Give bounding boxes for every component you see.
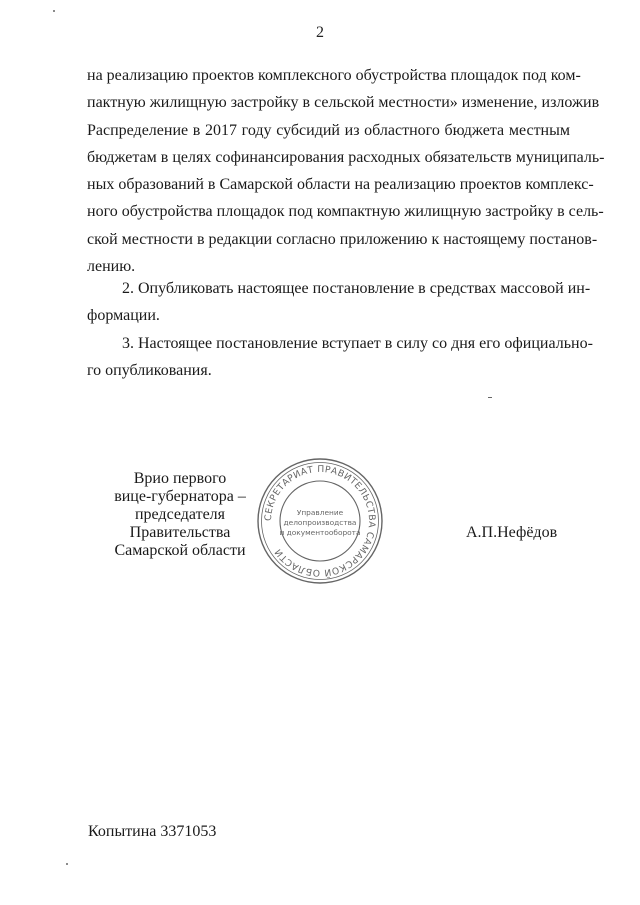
paragraph-line: Распределение в 2017 году субсидий из областного бюджета местным bbox=[87, 121, 570, 139]
paragraph-2 bbox=[87, 275, 591, 330]
official-stamp bbox=[255, 456, 385, 586]
paragraph-line: ного обустройства площадок под компактную жилищную застройку в сель- bbox=[87, 203, 604, 221]
paragraph-line: на реализацию проектов комплексного обустройства площадок под ком- bbox=[87, 67, 581, 84]
paragraph-3 bbox=[87, 330, 593, 385]
paragraph-line: 2. Опубликовать настоящее постановление в средствах массовой ин- bbox=[122, 280, 591, 297]
paragraph-1 bbox=[87, 62, 605, 280]
stamp-inner-line: делопроизводства bbox=[283, 518, 357, 527]
stamp-inner-line: и документооборота bbox=[279, 528, 361, 537]
signatory-title bbox=[85, 470, 275, 560]
page-number: 2 bbox=[316, 24, 324, 41]
signatory-title-line: Самарской области bbox=[114, 542, 246, 559]
signatory-title-line: председателя Правительства bbox=[129, 506, 231, 541]
stamp-inner-line: Управление bbox=[296, 508, 344, 517]
signatory-name: А.П.Нефёдов bbox=[466, 524, 558, 541]
copy-recipient-label: Копытина 3371053 bbox=[88, 823, 217, 840]
paragraph-line: бюджетам в целях софинансирования расходных обязательств муниципаль- bbox=[87, 148, 605, 166]
signatory-title-line: Врио первого bbox=[133, 470, 227, 487]
paragraph-line: го опубликования. bbox=[87, 362, 212, 380]
scan-artifact bbox=[53, 10, 55, 12]
paragraph-line: 3. Настоящее постановление вступает в силу со дня его официально- bbox=[122, 335, 593, 352]
scan-artifact bbox=[66, 863, 68, 865]
scan-artifact bbox=[488, 397, 492, 398]
stamp-ring-text: СЕКРЕТАРИАТ ПРАВИТЕЛЬСТВА САМАРСКОЙ ОБЛАСТИ bbox=[262, 463, 378, 579]
paragraph-line: формации. bbox=[87, 307, 160, 325]
paragraph-line: лению. bbox=[87, 258, 136, 276]
paragraph-line: ных образований в Самарской области на реализацию проектов комплекс- bbox=[87, 176, 594, 194]
paragraph-line: ской местности в редакции согласно приложению к настоящему постанов- bbox=[87, 230, 598, 248]
signatory-title-line: вице-губернатора – bbox=[114, 488, 246, 505]
paragraph-line: пактную жилищную застройку в сельской местности» изменение, изложив bbox=[87, 94, 600, 112]
